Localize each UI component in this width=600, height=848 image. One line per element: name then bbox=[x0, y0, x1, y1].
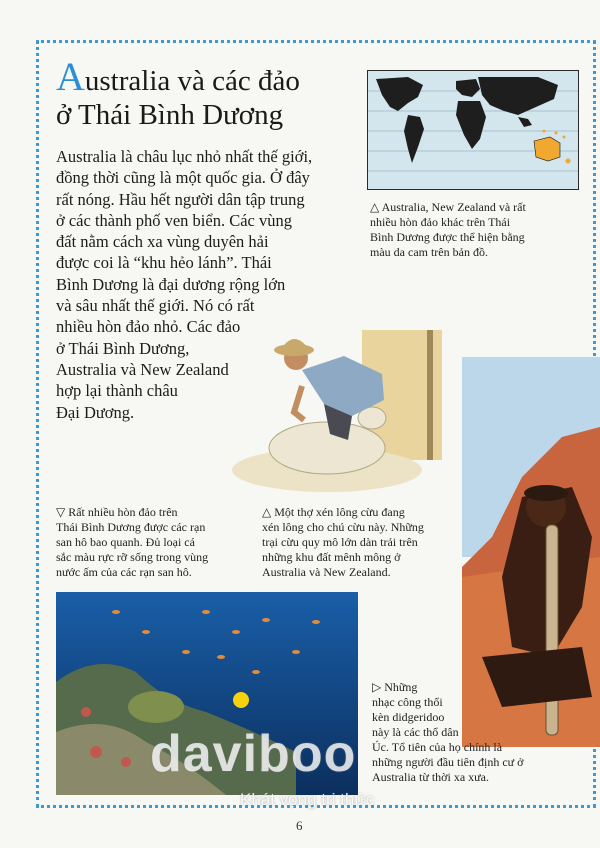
sheep-shearing-illustration bbox=[232, 330, 442, 495]
reef-caption: ▽ Rất nhiều hòn đảo trên Thái Bình Dương được các rạn san hô bao quanh. Đủ loại cá sắc màu rực rỡ sống trong vùng nước ấm của các rạn san hô. bbox=[56, 505, 209, 579]
world-map-graphic bbox=[368, 71, 578, 189]
body-line: Australia và New Zealand bbox=[56, 359, 229, 379]
title-line2: ở Thái Bình Dương bbox=[56, 99, 284, 131]
title-drop-cap: A bbox=[56, 54, 85, 99]
body-line: hợp lại thành châu bbox=[56, 381, 178, 401]
body-line: Đại Dương. bbox=[56, 402, 135, 422]
body-line: Bình Dương là đại dương rộng lớn bbox=[56, 274, 286, 294]
body-line: đất nằm cách xa vùng duyên hải bbox=[56, 232, 269, 252]
body-line: rất nóng. Hầu hết người dân tập trung bbox=[56, 189, 305, 209]
watermark-slogan: Khát vọng tri thức bbox=[240, 790, 375, 809]
body-line: nhiều hòn đảo nhỏ. Các đảo bbox=[56, 317, 241, 337]
page-title bbox=[56, 54, 356, 132]
body-line: ở Thái Bình Dương, bbox=[56, 338, 190, 358]
page-number: 6 bbox=[296, 818, 303, 833]
watermark-brand: daviboo bbox=[150, 725, 357, 783]
didgeridoo-caption: ▷ Những nhạc công thổi kèn didgeridoo này là các thổ dân Úc. Tổ tiên của họ chính là những người đầu tiên định cư ở Australia từ thời xa xưa. bbox=[372, 680, 524, 784]
body-line: được coi là “khu hẻo lánh”. Thái bbox=[56, 253, 272, 273]
body-line: ở các thành phố ven biển. Các vùng bbox=[56, 210, 292, 230]
world-map bbox=[367, 70, 579, 190]
map-caption: △ Australia, New Zealand và rất nhiều hòn đảo khác trên Thái Bình Dương được thể hiện bằng màu da cam trên bản đồ. bbox=[370, 200, 526, 259]
body-line: Australia là châu lục nhỏ nhất thế giới, bbox=[56, 147, 313, 166]
body-line: đồng thời cũng là một quốc gia. Ở đây bbox=[56, 168, 310, 188]
body-line: và sâu nhất thế giới. Nó có rất bbox=[56, 296, 255, 316]
sheep-caption: △ Một thợ xén lông cừu đang xén lông cho chú cừu này. Những trại cừu quy mô lớn dàn trải trên những khu đất mênh mông ở Australia và New Zealand. bbox=[262, 505, 424, 579]
australia-highlight bbox=[534, 137, 560, 161]
title-line1: ustralia và các đảo bbox=[84, 65, 300, 97]
